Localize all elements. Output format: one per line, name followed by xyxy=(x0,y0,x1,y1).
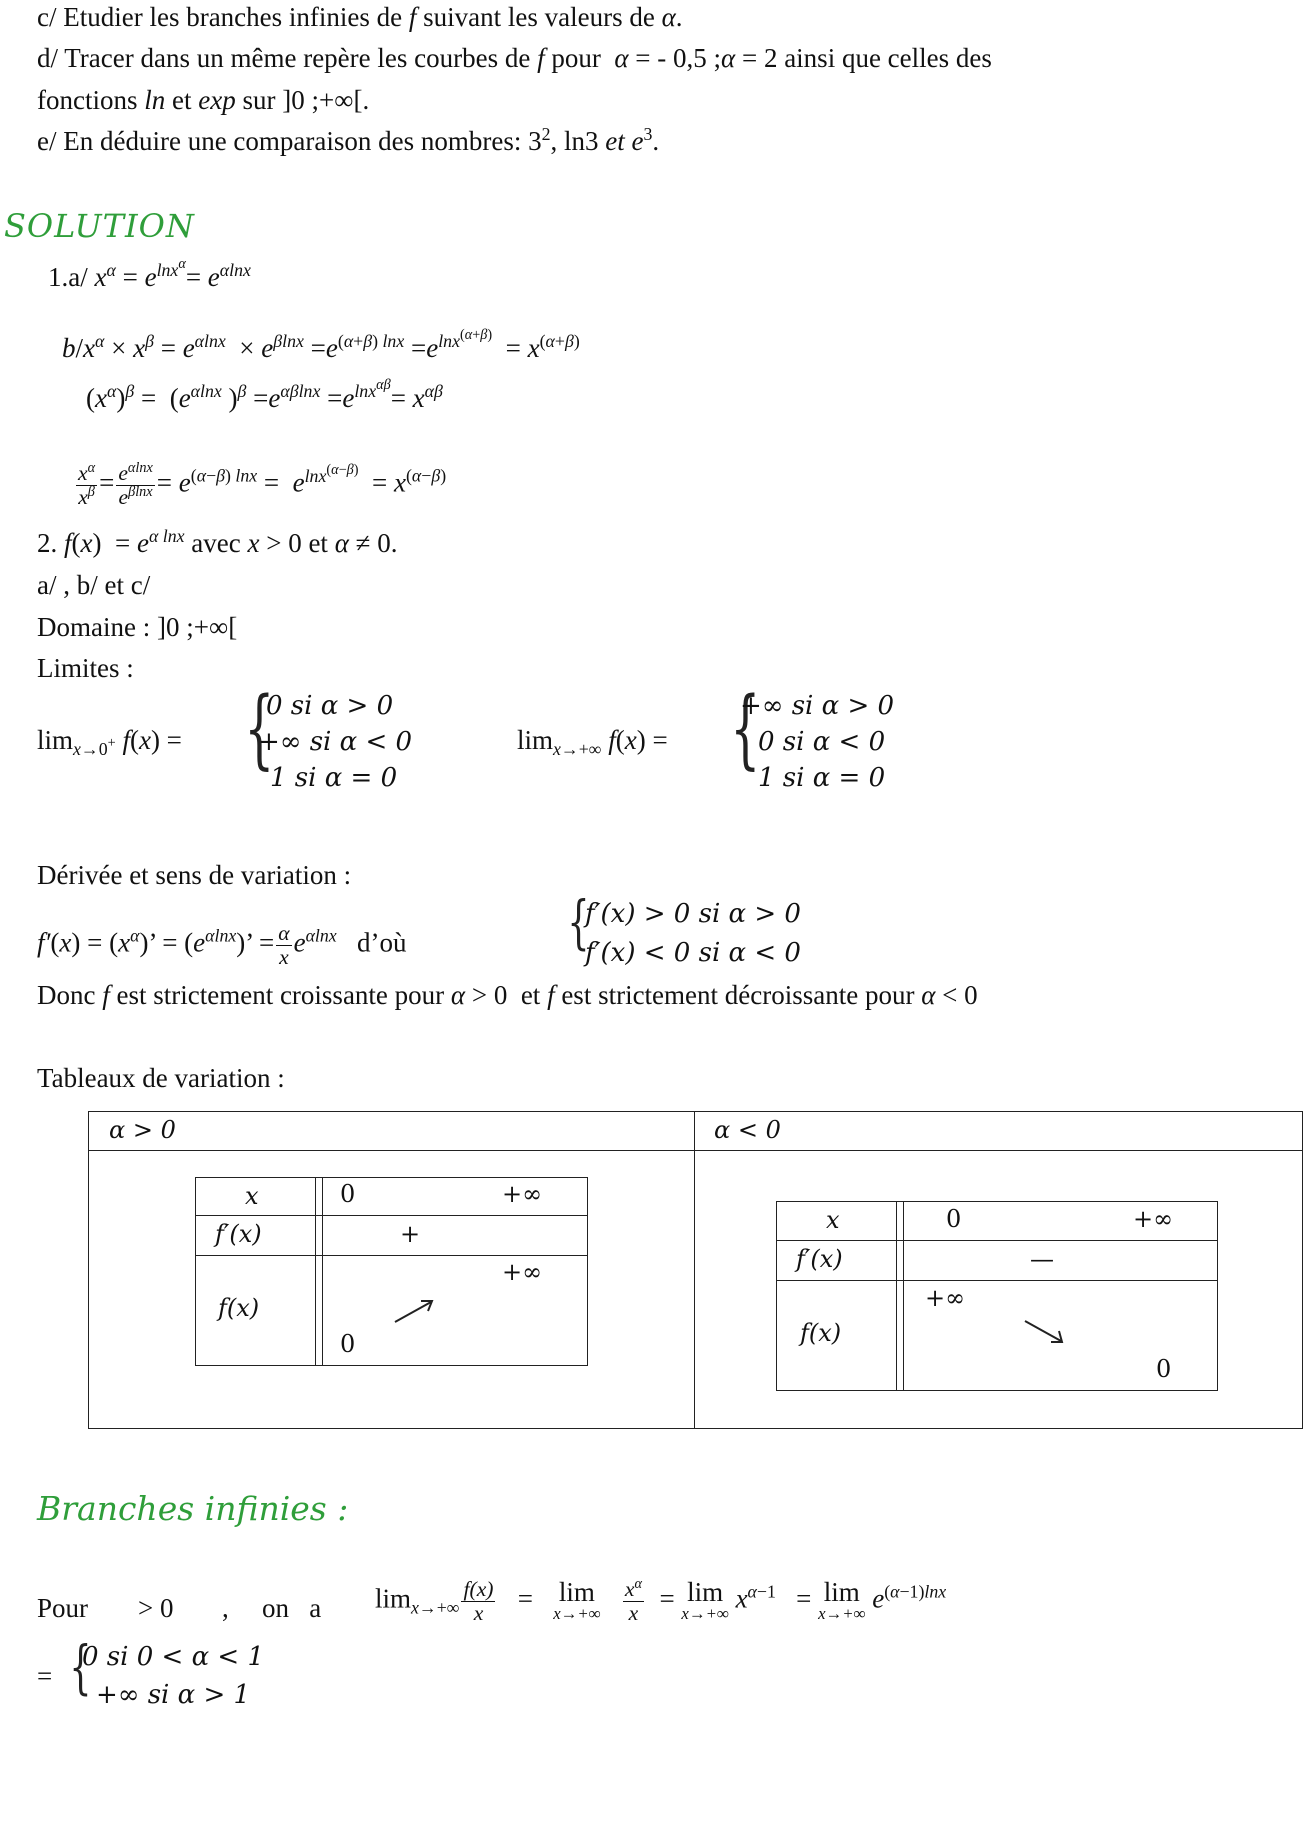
part2-definition: 2. $f(x) = e^{\alpha lnx}$ avec x > 0 et α ≠ 0. xyxy=(37,526,398,558)
container-header-divider xyxy=(88,1150,1303,1151)
part1-a: 1.a/ $x^\alpha = e^{lnx^\alpha}= e^{\alpha lnx}$ xyxy=(48,256,251,292)
left-x-infinity: +∞ xyxy=(502,1180,543,1208)
right-double-divider-b xyxy=(903,1201,904,1391)
left-table-header: α > 0 xyxy=(109,1116,176,1144)
left-f-label: f(x) xyxy=(218,1294,260,1322)
left-row-divider-2 xyxy=(195,1255,588,1256)
left-double-divider-a xyxy=(315,1177,316,1366)
lim-operator-1: lim x→+∞ xyxy=(553,1577,601,1624)
brace-liminf: { xyxy=(730,679,761,779)
left-x-label: x xyxy=(245,1182,259,1210)
lim-operator-3: lim x→+∞ xyxy=(818,1577,866,1624)
increasing-arrow-icon xyxy=(393,1298,437,1324)
brace-lim0: { xyxy=(244,679,275,779)
part1-b2: $(x^\alpha)^\beta = (e^{\alpha lnx}$ )$^\beta =e^{\alpha\beta lnx} =e^{lnx^{\alpha\beta}}= x^{\alpha\beta}$ xyxy=(86,377,443,413)
left-x-zero: 0 xyxy=(340,1180,356,1208)
derivative-case-1: f′(x) > 0 si α > 0 xyxy=(585,899,801,929)
right-double-divider-a xyxy=(896,1201,897,1391)
branches-title: Branches infinies : xyxy=(37,1489,349,1528)
decreasing-arrow-icon xyxy=(1023,1318,1067,1346)
monotonicity-conclusion: Donc f est strictement croissante pour α > 0 et f est strictement décroissante pour α < 0 xyxy=(37,980,978,1010)
left-sign-plus: + xyxy=(400,1220,421,1248)
branches-comma: , xyxy=(222,1593,229,1623)
branches-gt0: > 0 xyxy=(138,1593,174,1623)
branches-case-2: +∞ si α > 1 xyxy=(96,1680,251,1710)
limit-at-infinity: $\lim_{x\to+\infty} f(x)$ = xyxy=(517,725,668,760)
left-f-infinity: +∞ xyxy=(502,1258,543,1286)
branches-case-1: 0 si 0 < α < 1 xyxy=(82,1642,264,1672)
container-column-divider xyxy=(694,1111,695,1429)
right-f-zero: 0 xyxy=(1156,1355,1172,1383)
right-f-label: f(x) xyxy=(800,1319,842,1347)
branches-formula: $\lim_{x\to+\infty}$ $\frac{f(x)}{x}$ = lim x→+∞ $\frac{x^\alpha}{x}$ = lim x→+∞ $x^{\alpha-1}$ = lim x→+∞ $e^{(\alpha-1)lnx}$ xyxy=(375,1576,947,1625)
question-e: e/ En déduire une comparaison des nombres: $3^2$, ln3 et $e^3$. xyxy=(37,124,660,156)
question-d-line2: fonctions ln et exp sur ]0 ;+∞[. xyxy=(37,85,370,115)
derivative-case-2: f′(x) < 0 si α < 0 xyxy=(585,938,801,968)
lim0-case-1: 0 si α > 0 xyxy=(266,691,394,721)
brace-branches: { xyxy=(69,1633,92,1701)
solution-title: SOLUTION xyxy=(4,207,195,245)
right-sign-minus: — xyxy=(1030,1245,1054,1273)
branches-pour: Pour xyxy=(37,1593,89,1623)
question-d-line1: d/ Tracer dans un même repère les courbes de f pour α = - 0,5 ;α = 2 ainsi que celles des xyxy=(37,43,992,73)
lim-operator-2: lim x→+∞ xyxy=(681,1577,729,1624)
right-x-label: x xyxy=(826,1206,840,1234)
fraction-xalpha-over-x: $\frac{x^\alpha}{x}$ xyxy=(624,1576,642,1625)
derivative-formula: $f'(x) = (x^\alpha)$’ = $(e^{\alpha lnx})$’ = $\frac{\alpha}{x}$ $e^{\alpha lnx}$ d’où xyxy=(37,921,407,969)
liminf-case-3: 1 si α = 0 xyxy=(758,763,886,793)
derivative-label: Dérivée et sens de variation : xyxy=(37,860,352,890)
limit-at-zero: $\lim_{x\to 0^+} f(x)$ = xyxy=(37,725,182,760)
right-row-divider-1 xyxy=(776,1240,1218,1241)
limits-label: Limites : xyxy=(37,653,134,683)
right-x-infinity: +∞ xyxy=(1133,1205,1174,1233)
right-table-header: α < 0 xyxy=(714,1116,781,1144)
right-fprime-label: f′(x) xyxy=(796,1245,843,1273)
part1-b1: $b/x^\alpha \times x^\beta = e^{\alpha lnx} \times e^{\beta lnx} =e^{(\alpha+\beta) lnx} =e^{lnx^{(\alpha+\beta)}} = x^{(\alpha+\beta)}$ xyxy=(62,327,580,363)
part1-b3: $\frac{x^\alpha}{x^\beta}$ = $\frac{e^{\alpha lnx}}{e^{\beta lnx}}$ = $e^{(\alpha-\beta) lnx} = e^{lnx^{(\alpha-\beta)}} = x^{(\alpha-\beta)}$ xyxy=(78,460,447,509)
right-f-infinity: +∞ xyxy=(925,1284,966,1312)
lim0-case-3: 1 si α = 0 xyxy=(270,763,398,793)
question-c: c/ Etudier les branches infinies de f suivant les valeurs de α. xyxy=(37,2,683,32)
right-row-divider-2 xyxy=(776,1280,1218,1281)
part2-abc: a/ , b/ et c/ xyxy=(37,570,151,600)
domain-line: Domaine : ]0 ;+∞[ xyxy=(37,612,238,642)
fraction-fx-over-x: $\frac{f(x)}{x}$ xyxy=(463,1577,494,1625)
branches-on-a: on a xyxy=(262,1593,322,1623)
left-double-divider-b xyxy=(322,1177,323,1366)
fraction-xalpha-xbeta: $\frac{x^\alpha}{x^\beta}$ xyxy=(78,460,96,509)
brace-derivative: { xyxy=(567,888,590,956)
lim0-case-2: +∞ si α < 0 xyxy=(258,727,413,757)
tables-label: Tableaux de variation : xyxy=(37,1063,285,1093)
left-fprime-label: f′(x) xyxy=(215,1220,262,1248)
left-f-zero: 0 xyxy=(340,1330,356,1358)
right-x-zero: 0 xyxy=(946,1205,962,1233)
fraction-alpha-over-x: $\frac{\alpha}{x}$ xyxy=(278,921,290,969)
liminf-case-2: 0 si α < 0 xyxy=(758,727,886,757)
branches-equals: = xyxy=(37,1661,53,1691)
left-row-divider-1 xyxy=(195,1215,588,1216)
fraction-exp: $\frac{e^{\alpha lnx}}{e^{\beta lnx}}$ xyxy=(118,460,153,509)
liminf-case-1: +∞ si α > 0 xyxy=(740,691,895,721)
